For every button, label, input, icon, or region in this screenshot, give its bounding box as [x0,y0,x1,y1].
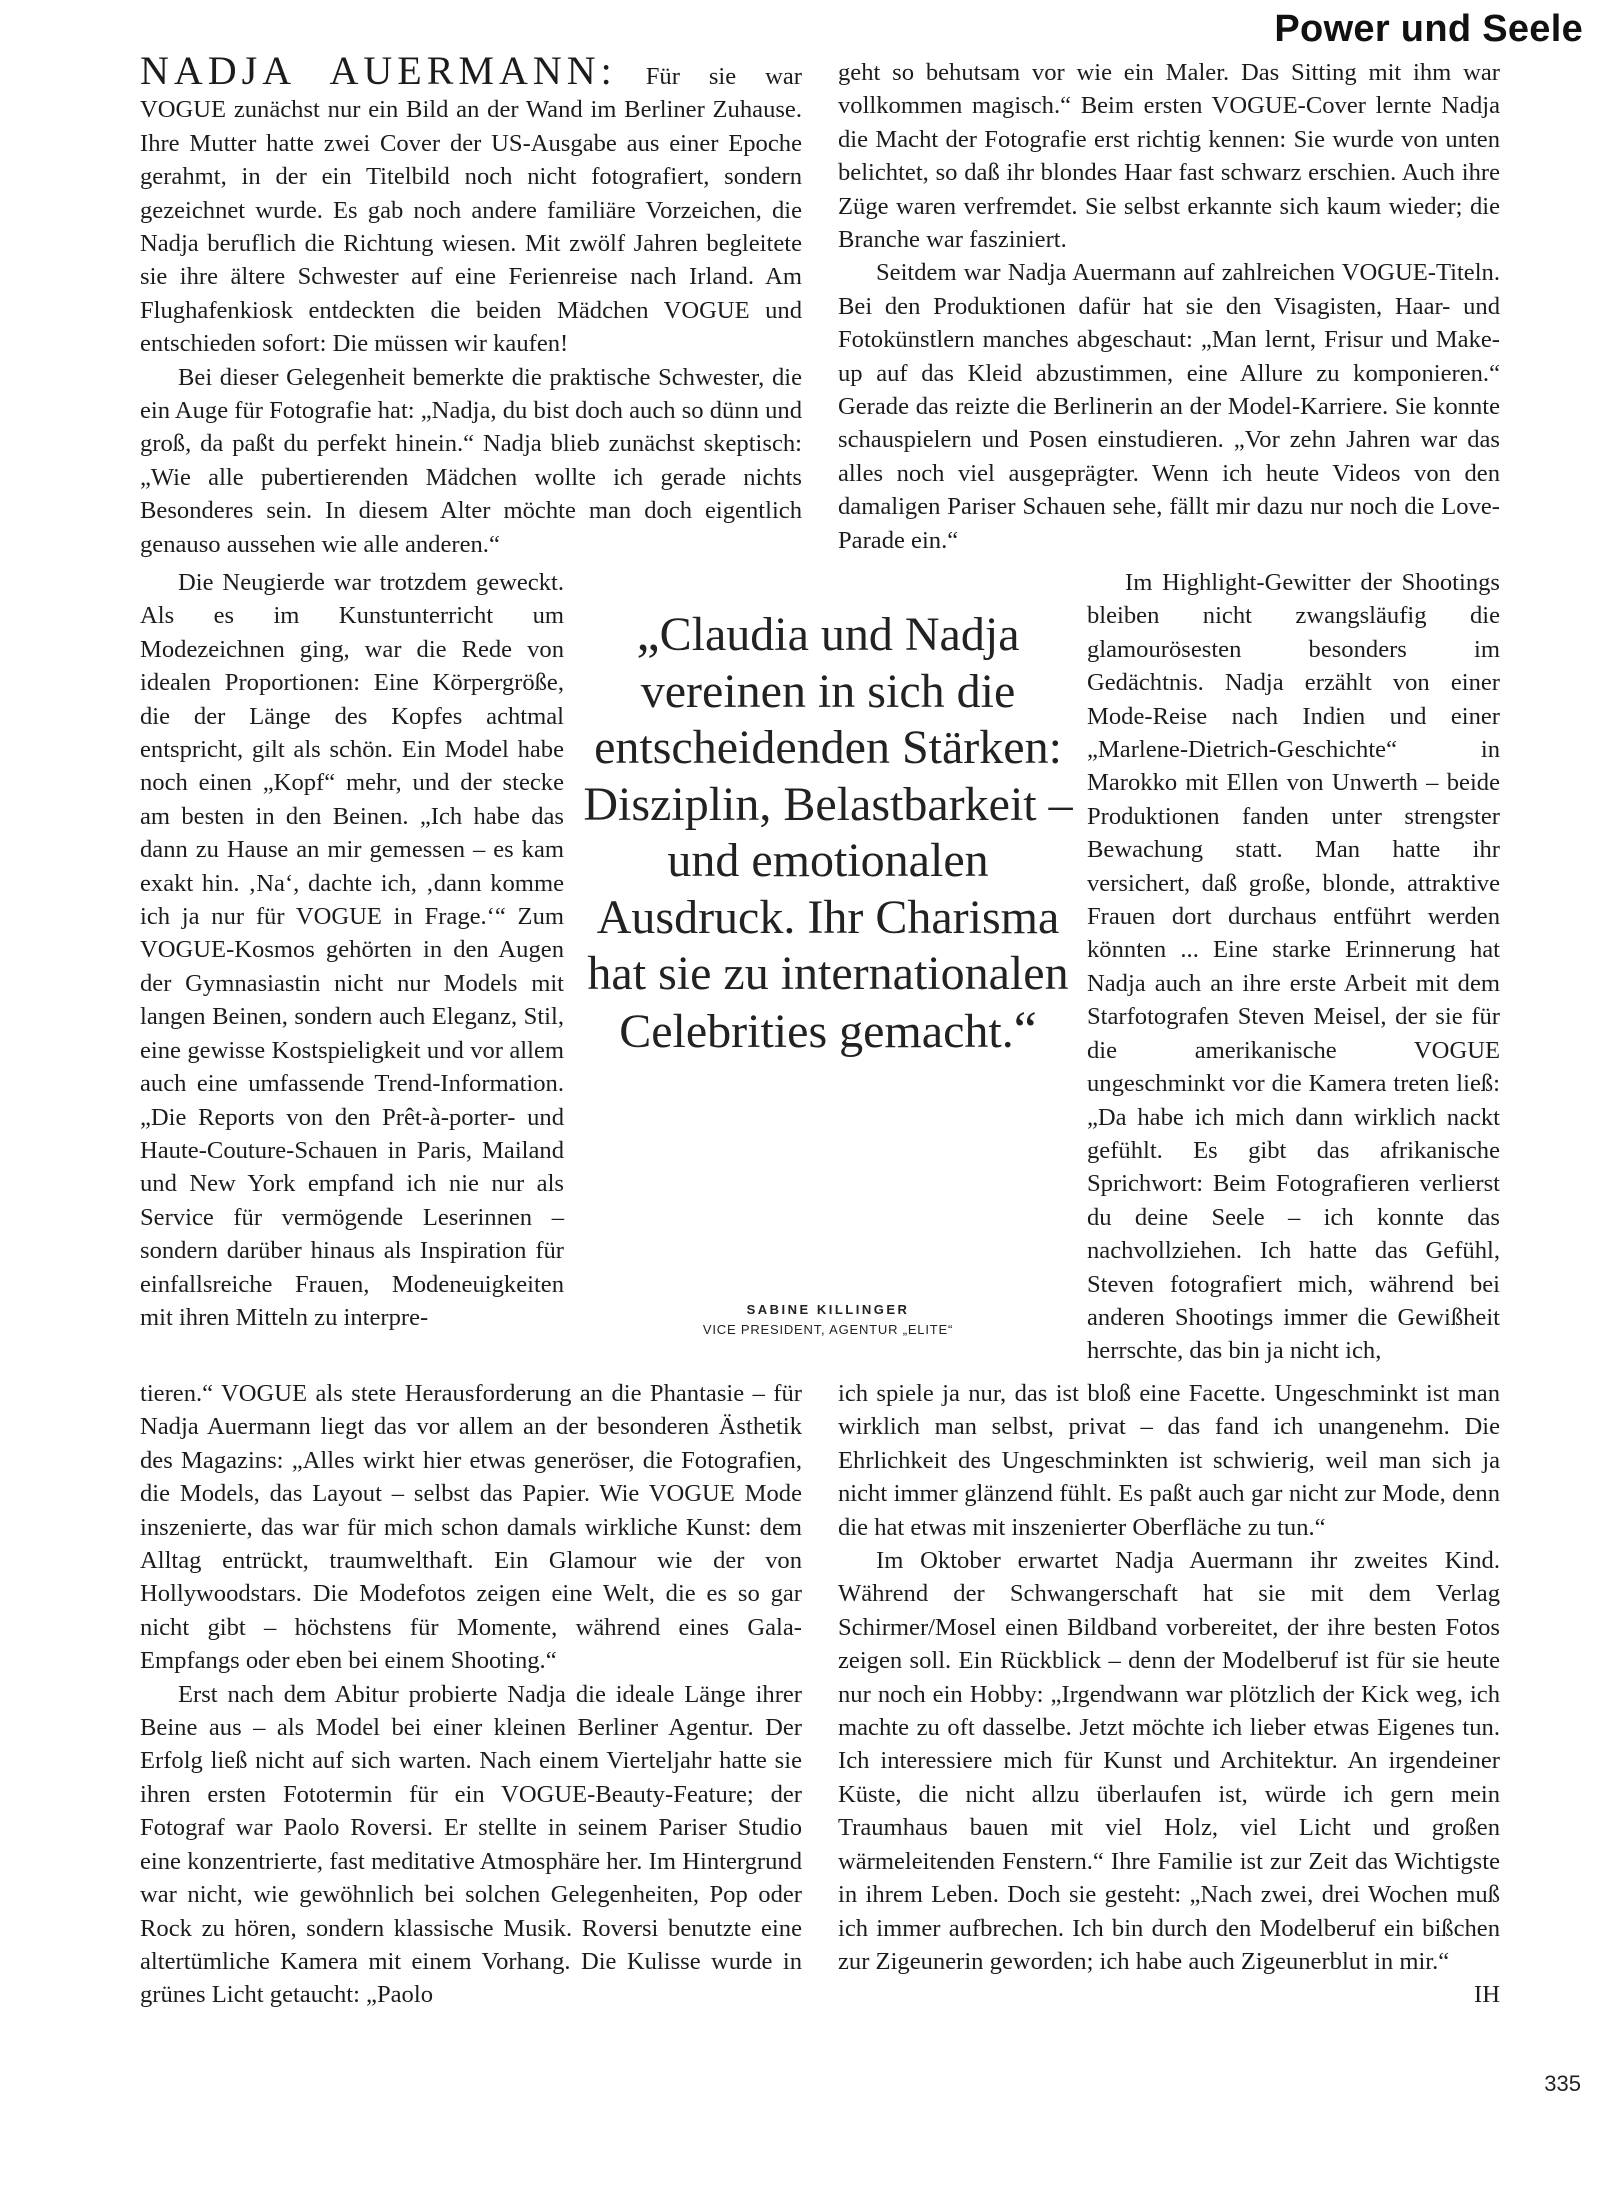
lead-text: Für sie war VOGUE zunächst nur ein Bild an der Wand im Berliner Zuhause. Ihre Mutter hatte zwei Cover der US-Ausgabe aus einer Epoche gerahmt, in der ein Titelbild noch nicht fotografiert, sondern gezeichnet wurde. Es gab noch andere familiäre Vorzeichen, die Nadja beruflich die Richtung wiesen. Mit zwölf Jahren begleitete sie ihre ältere Schwester auf eine Ferienreise nach Irland. Am Flughafenkiosk entdeckten die beiden Mädchen VOGUE und entschieden sofort: Die müssen wir kaufen! [140,63,802,358]
quote-open-mark: „ [636,605,660,662]
pull-quote-author: SABINE KILLINGER [746,1302,910,1317]
pull-quote [578,606,1078,1060]
article-paragraph: Die Neugierde war trotzdem geweckt. Als es im Kunstunterricht um Modezeichnen ging, war die Rede von idealen Proportionen: Eine Körpergröße, die der Länge des Kopfes achtmal entspricht, gilt als schön. Ein Model habe noch einen „Kopf“ mehr, und der stecke am besten in den Beinen. „Ich habe das dann zu Hause an mir gemessen – es kam exakt hin. ‚Na‘, dachte ich, ‚dann komme ich ja nur für VOGUE in Frage.‘“ Zum VOGUE-Kosmos gehörten in den Augen der Gymnasiastin nicht nur Models mit langen Beinen, sondern auch Eleganz, Stil, eine gewisse Kostspieligkeit und vor allem auch eine umfassende Trend-Information. „Die Reports von den Prêt-à-porter- und Haute-Couture-Schauen in Paris, Mailand und New York empfand ich nie nur als Service für vermögende Leserinnen – sondern darüber hinaus als Inspiration für einfallsreiche Frauen, Modeneuigkeiten mit ihren Mitteln zu interpre- [140,569,564,1331]
article-paragraph-lead [140,48,802,361]
article-paragraph: Bei dieser Gelegenheit bemerkte die praktische Schwester, die ein Auge für Fotografie hat: „Nadja, du bist doch auch so dünn und groß, da paßt du perfekt hinein.“ Nadja blieb zunächst skeptisch: „Wie alle pubertierenden Mädchen wollte ich gerade nichts Besonderes sein. In diesem Alter möchte man doch eigentlich genauso aussehen wie alle anderen.“ [140,363,802,558]
author-signature: IH [1474,1981,1500,2009]
article-paragraph: Im Highlight-Gewitter der Shootings bleiben nicht zwangsläufig die glamourösesten besonders im Gedächtnis. Nadja erzählt von einer Mode-Reise nach Indien und einer „Marlene-Dietrich-Geschichte“ in Marokko mit Ellen von Unwerth – beide Produktionen fanden unter strengster Bewachung statt. Man hatte ihr versichert, daß große, blonde, attraktive Frauen dort durchaus entführt werden könnten ... Eine starke Erinnerung hat Nadja auch an ihre erste Arbeit mit dem Starfotografen Steven Meisel, der sie für die amerikanische VOGUE ungeschminkt vor die Kamera treten ließ: „Da habe ich mich dann wirklich nackt gefühlt. Es gibt das afrikanische Sprichwort: Beim Fotografieren verlierst du deine Seele – ich konnte das nachvollziehen. Ich hatte das Gefühl, Steven fotografiert mich, während bei anderen Shootings immer die Gewißheit herrschte, das bin ja nicht ich, [1087,569,1500,1365]
article-paragraph: tieren.“ VOGUE als stete Herausforderung an die Phantasie – für Nadja Auermann liegt das vor allem an der besonderen Ästhetik des Magazins: „Alles wirkt hier etwas generöser, die Fotografien, die Models, das Layout – selbst das Papier. Wie VOGUE Mode inszenierte, das war für mich schon damals wirkliche Kunst: dem Alltag entrückt, traumwelthaft. Ein Glamour wie der von Hollywoodstars. Die Modefotos zeigen eine Welt, die es so gar nicht gibt – höchstens für Momente, während eines Gala-Empfangs oder eben bei einem Shooting.“ [140,1380,802,1675]
page-header-title: Power und Seele [1274,8,1583,50]
article-paragraph [838,1544,1500,2009]
article-column-right-lower [838,1377,1500,2012]
article-column-left-lower [140,1377,802,2012]
article-column-right-narrow [1087,566,1500,1368]
article-paragraph-text: Im Oktober erwartet Nadja Auermann ihr zweites Kind. Während der Schwangerschaft hat sie mit dem Verlag Schirmer/Mosel einen Bildband vorbereitet, der ihre besten Fotos zeigen soll. Ein Rückblick – denn der Modelberuf ist für sie heute nur noch ein Hobby: „Irgendwann war plötzlich der Kick weg, ich machte zu oft dasselbe. Jetzt möchte ich lieber etwas Eigenes tun. Ich interessiere mich für Kunst und Architektur. An irgendeiner Küste, die nicht allzu überlaufen ist, würde ich gern mein Traumhaus bauen mit viel Holz, viel Licht und großen wärmeleitenden Fenstern.“ Ihre Familie ist zur Zeit das Wichtigste in ihrem Leben. Doch sie gesteht: „Nach zwei, drei Wochen muß ich immer aufbrechen. Ich bin durch den Modelberuf ein bißchen zur Zigeunerin geworden; ich habe auch Zigeunerblut in mir.“ [838,1547,1500,1975]
lead-name: NADJA AUERMANN: [140,48,617,93]
quote-close-mark: “ [1013,1001,1037,1059]
pull-quote-text: Claudia und Nadja vereinen in sich die entscheidenden Stärken: Disziplin, Belastbarkeit – und emotionalen Ausdruck. Ihr Charisma hat sie zu internationalen Celebrities gemacht. [583,608,1073,1058]
article-column-left-narrow [140,566,564,1334]
article-column-right-upper [838,56,1500,557]
article-column-left-upper [140,48,802,561]
article-paragraph: ich spiele ja nur, das ist bloß eine Facette. Ungeschminkt ist man wirklich man selbst, privat – das fand ich unangenehm. Die Ehrlichkeit des Ungeschminkten ist schwierig, weil man sich ja nicht immer glänzend fühlt. Es paßt auch gar nicht zur Mode, denn die hat etwas mit inszenierter Oberfläche zu tun.“ [838,1380,1500,1541]
article-paragraph: geht so behutsam vor wie ein Maler. Das Sitting mit ihm war vollkommen magisch.“ Beim ersten VOGUE-Cover lernte Nadja die Macht der Fotografie erst richtig kennen: Sie wurde von unten belichtet, so daß ihr blondes Haar fast schwarz erschien. Auch ihre Züge waren verfremdet. Sie selbst erkannte sich kaum wieder; die Branche war fasziniert. [838,59,1500,254]
article-paragraph: Erst nach dem Abitur probierte Nadja die ideale Länge ihrer Beine aus – als Model bei einer kleinen Berliner Agentur. Der Erfolg ließ nicht auf sich warten. Nach einem Vierteljahr hatte sie ihren ersten Fototermin für ein VOGUE-Beauty-Feature; der Fotograf war Paolo Roversi. Er stellte in seinem Pariser Studio eine konzentrierte, fast meditative Atmosphäre her. Im Hintergrund war nicht, wie gewöhnlich bei solchen Gelegenheiten, Pop oder Rock zu hören, sondern klassische Musik. Roversi benutzte eine altertümliche Kamera mit einem Vorhang. Die Kulisse wurde in grünes Licht getaucht: „Paolo [140,1680,802,2009]
article-paragraph: Seitdem war Nadja Auermann auf zahlreichen VOGUE-Titeln. Bei den Produktionen dafür hat sie den Visagisten, Haar- und Fotokünstlern manches abgeschaut: „Man lernt, Frisur und Make-up auf das Kleid abzustimmen, eine Allure zu komponieren.“ Gerade das reizte die Berlinerin an der Model-Karriere. Sie konnte schauspielern und Posen einstudieren. „Vor zehn Jahren war das alles noch viel ausgeprägter. Wenn ich heute Videos von den damaligen Pariser Schauen sehe, fällt mir dazu nur noch die Love-Parade ein.“ [838,259,1500,554]
page-number: 335 [1544,2071,1581,2096]
pull-quote-role: VICE PRESIDENT, AGENTUR „ELITE“ [702,1322,954,1337]
